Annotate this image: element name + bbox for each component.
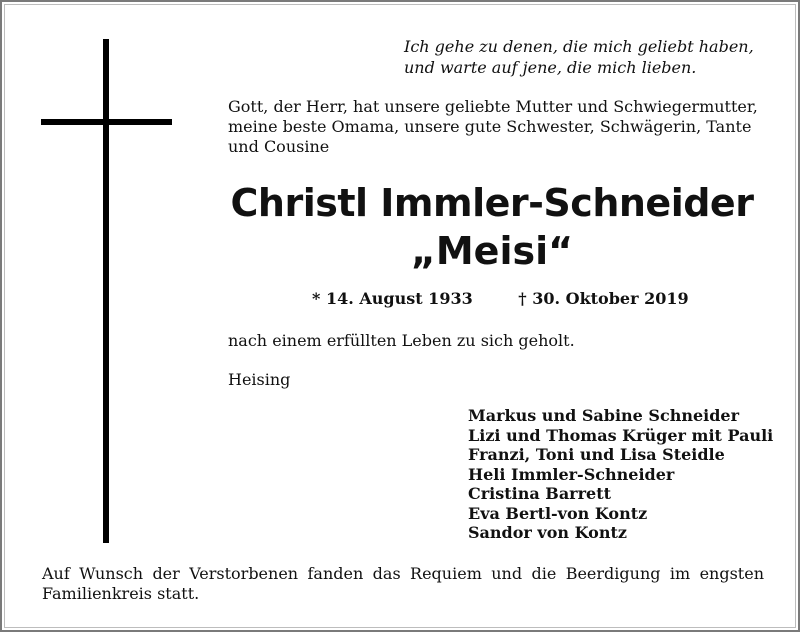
motto-line: und warte auf jene, die mich lieben. — [404, 58, 697, 77]
death-date: † 30. Oktober 2019 — [518, 289, 689, 308]
life-dates — [312, 289, 782, 309]
closing-text: nach einem erfüllten Leben zu sich geholt. — [228, 331, 575, 350]
mourner-name: Cristina Barrett — [468, 484, 611, 503]
motto-line: Ich gehe zu denen, die mich geliebt haben, — [404, 37, 754, 56]
deceased-name: Christl Immler-Schneider — [230, 181, 754, 225]
mourner-name: Lizi und Thomas Krüger mit Pauli — [468, 425, 774, 445]
cross-vertical-bar — [103, 39, 109, 543]
mourner-name: Markus und Sabine Schneider — [468, 406, 740, 425]
mourner-name: Eva Bertl-von Kontz — [468, 503, 648, 523]
mourner-name: Franzi, Toni und Lisa Steidle — [468, 445, 725, 464]
motto — [404, 36, 784, 78]
cross-horizontal-bar — [41, 119, 172, 125]
intro-line: meine beste Omama, unsere gute Schwester, Schwägerin, Tante — [228, 117, 752, 136]
mourners-list — [468, 406, 788, 543]
place-name: Heising — [228, 370, 291, 389]
intro-line: und Cousine — [228, 137, 330, 156]
intro-line: Gott, der Herr, hat unsere geliebte Mutter und Schwiegermutter, — [228, 97, 758, 116]
mourner-name: Heli Immler-Schneider — [468, 464, 675, 484]
birth-date: * 14. August 1933 — [312, 289, 473, 308]
funeral-note: Auf Wunsch der Verstorbenen fanden das Requiem und die Beerdigung im engsten Familienkreis statt. — [42, 564, 764, 603]
intro-text — [228, 97, 778, 157]
deceased-nickname: „Meisi“ — [410, 229, 574, 273]
mourner-name: Sandor von Kontz — [468, 523, 627, 542]
